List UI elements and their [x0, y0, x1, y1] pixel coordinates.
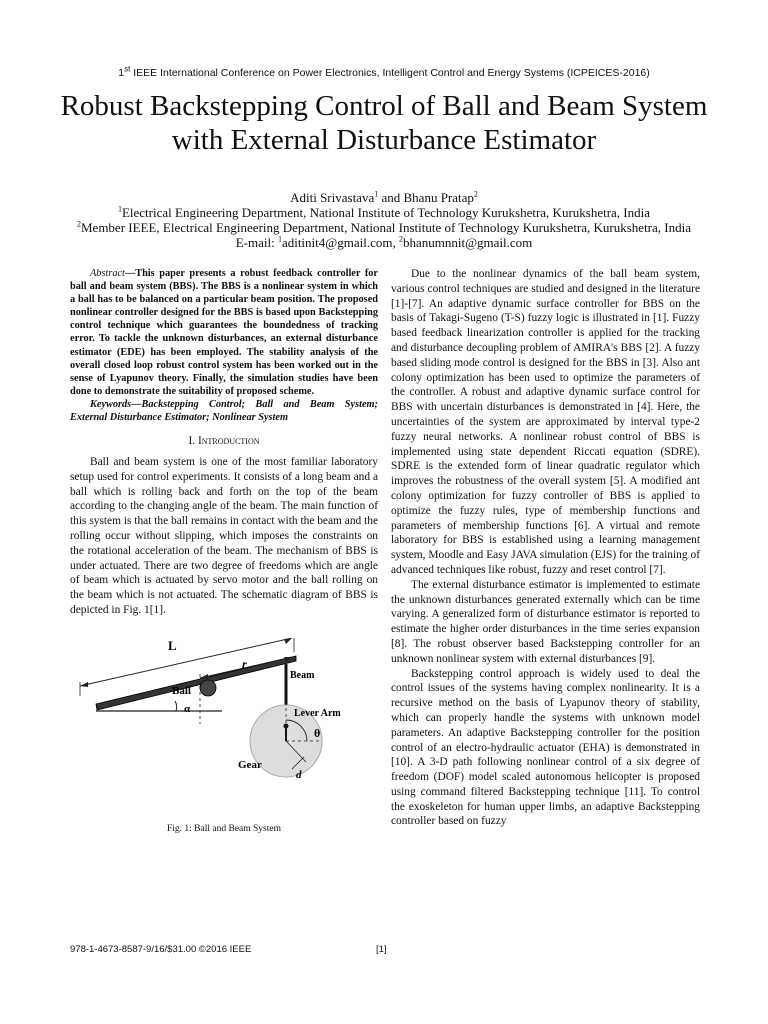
author-block	[0, 190, 768, 250]
label-L: L	[168, 637, 177, 653]
right-paragraph: Due to the nonlinear dynamics of the ball beam system, various control techniques are studied and designed in the literature [1]-[7]. An adaptive dynamic surface controller for BBS on the basis of Takagi-Sugeno (T-S) fuzzy logic is illustrated in [1]. Fuzzy based feedback linearization controller is applied for the tracking and disturbance decoupling problem of AMIRA's BBS [2]. A fuzzy based sliding mode control is designed for the BBS in [3]. Also ant colony optimization has been used to optimize the parameters of the controller. A robust and adaptive dynamic surface control for BBS with uncertain disturbances is demonstrated in [4]. Here, the uncertainties of the system are approximated by interval type-2 fuzzy neural networks. A nonlinear robust control of BBS is implemented using state dependent Riccati equation (SDRE). SDRE is the extended form of linear quadratic regulator which improves the robustness of the overall system [5]. A modified ant colony optimization for fuzzy controller of BBS is applied to optimize the fuzzy rules, type of membership functions and parameters of membership functions [6]. A virtual and remote laboratory for BBS is established using a learning management system, Moodle and Easy JAVA simulation (EJS) for the training of advanced techniques like robust, fuzzy and reset control [7].	[391, 268, 700, 576]
left-column	[70, 267, 378, 836]
label-ball: Ball	[172, 684, 191, 697]
beam-shape	[96, 656, 296, 710]
intro-paragraph: Ball and beam system is one of the most familiar laboratory setup used for control experiments. It consists of a long beam and a ball which is rolling back and forth on the top of the beam according to the changing angle of the beam. The main function of this system is that the ball remains in contact with the beam and the rolling occur without slipping, which imposes the constraints on the rotational acceleration of the beam. The mechanism of BBS is under actuated. There are two degree of freedoms which are angle of beam which is actuated by servo motor and the ball rolling on the beam which is not actuated. The schematic diagram of BBS is depicted in Fig. 1[1].	[70, 455, 378, 616]
section-heading: I. Introduction	[188, 435, 260, 448]
footer-isbn: 978-1-4673-8587-9/16/$31.00 ©2016 IEEE	[70, 944, 252, 955]
label-d: d	[296, 768, 302, 781]
right-paragraph: Backstepping control approach is widely used to deal the control issues of the systems having complex nonlinearity. It is a recursive method on the basis of Lyapunov theory of stability, which can properly handle the systems with unknown model parameters. An adaptive Backstepping controller for the position control of an electro-hydraulic actuator (EHA) is demonstrated in [10]. A 3-D path following nonlinear control of a six degree of freedom (DOF) model scaled autonomous helicopter is proposed using command filtered Backstepping technique [11]. To control the exoskeleton for human upper limbs, an adaptive Backstepping controller based on fuzzy	[391, 667, 700, 828]
affiliation-1: $^1$Electrical Engineering Department, National Institute of Technology Kurukshetra, Kurukshetra, India	[117, 204, 651, 220]
page-number: [1]	[376, 944, 387, 955]
label-r: r	[242, 656, 247, 671]
abstract: Abstract—This paper presents a robust feedback controller for ball and beam system (BBS). The BBS is a nonlinear system in which a ball has to be balanced on a particular beam position. The proposed nonlinear controller designed for the BBS is based upon Backstepping control technique which guarantees the boundedness of tracking error. To tackle the unknown disturbances, an external disturbance estimator (EDE) has been employed. The stability analysis of the overall closed loop robust control system has been worked out in the sense of Lyapunov theory. Finally, the simulation studies have been done to demonstrate the suitability of proposed scheme.	[70, 268, 378, 397]
l-dimension-line	[76, 638, 284, 680]
label-beam: Beam	[290, 669, 315, 681]
l-arrowhead-right	[284, 638, 292, 644]
l-dimension-arrow	[80, 638, 292, 686]
author-names: Aditi Srivastava$^1$ and Bhanu Pratap$^2$	[290, 189, 478, 205]
conference-header: 1st IEEE International Conference on Power Electronics, Intelligent Control and Energy Systems (ICPEICES-2016)	[118, 64, 650, 79]
email-line: E-mail: $^1$aditinit4@gmail.com, $^2$bhanumnnit@gmail.com	[235, 234, 533, 250]
paper-title: Robust Backstepping Control of Ball and Beam System with External Disturbance Estimator	[60, 90, 708, 156]
gear-pin	[284, 723, 289, 728]
l-dimension-drawn	[76, 638, 296, 676]
l-dim	[78, 638, 286, 678]
alpha-arc	[175, 701, 177, 711]
label-lever-arm: Lever Arm	[294, 707, 341, 719]
label-gear: Gear	[238, 758, 262, 771]
l-arrowhead-left	[80, 682, 88, 687]
keywords: Keywords—Backstepping Control; Ball and Beam System; External Disturbance Estimator; Nonlinear System	[70, 398, 378, 424]
figure-caption: Fig. 1: Ball and Beam System	[167, 823, 281, 834]
ball-shape	[200, 680, 216, 696]
label-alpha: α	[184, 702, 191, 715]
r-arrowhead-left	[200, 674, 208, 679]
right-column	[391, 267, 700, 829]
label-theta: θ	[314, 725, 321, 740]
right-paragraph: The external disturbance estimator is implemented to estimate the unknown disturbances generated externally which can be time varying. A generalized form of disturbance estimator is reported to estimate the higher order disturbances in the time series expansion [8]. The robust observer based Backstepping controller for an unknown nonlinear system with external disturbances [9].	[391, 578, 700, 665]
ball-beam-figure	[70, 638, 378, 820]
affiliation-2: $^2$Member IEEE, Electrical Engineering Department, National Institute of Technology Kurukshetra, Kurukshetra, India	[76, 219, 691, 235]
